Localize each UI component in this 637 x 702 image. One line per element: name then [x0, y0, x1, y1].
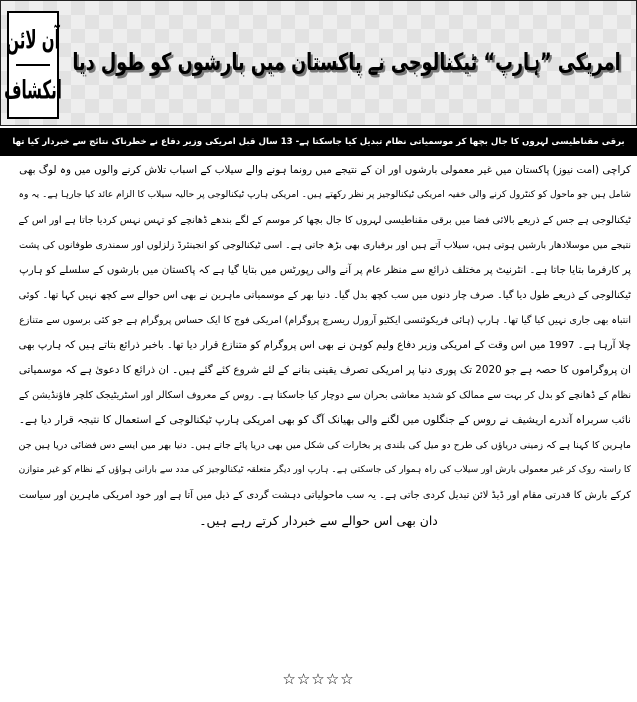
article-line: پر کارفرما بتایا جاتا ہے۔ انٹرنیٹ پر مختلف ذرائع سے منظر عام پر آنے والی رپورٹس میں بتایا گیا ہے کہ پاکستان میں بارشوں کے سلسلے کو ہارپ: [19, 265, 631, 276]
article-line: ماہرین کا کہنا ہے کہ زمینی دریاؤں کی طرح دو میل کی بلندی پر بخارات کی شکل میں بھی دریا پائے جاتے ہیں۔ دنیا بھر میں ایسے دس فضائی دریا ہیں جن: [18, 440, 631, 451]
article-line: انتباہ بھی جاری نہیں کیا گیا تھا۔ ہارپ (ہائی فریکوئنسی ایکٹیو آرورل ریسرچ پروگرام) امریکی فوج کا ایک حساس پروگرام ہے جو کئی برسوں سے متنازع: [19, 315, 631, 326]
end-of-article-stars: ☆☆☆☆☆: [282, 670, 355, 688]
online-disclosure-badge: [4, 11, 62, 119]
article-line: شامل ہیں جو ماحول کو کنٹرول کرنے والی خفیہ امریکی ٹیکنالوجیز پر نظر رکھتے ہیں۔ امریکی ہارپ ٹیکنالوجی پر حالیہ سیلاب کا الزام عائد کیا جارہا ہے۔ یہ وہ: [18, 190, 631, 200]
article-line: ان پروگراموں کا حصہ ہے جو 2020 تک پوری دنیا پر امریکی تصرف یقینی بنانے کے لئے شروع کئے گئے ہیں۔ ان ذرائع کا دعویٰ ہے کہ موسمیاتی: [18, 364, 631, 376]
article-body: [6, 158, 631, 533]
article-line: نتیجے میں موسلادھار بارشیں ہوتی ہیں، سیلاب آتے ہیں اور برفباری بھی بڑھ جاتی ہے۔ اسی ٹیکنالوجی کو انجینئرڈ زلزلوں اور سمندری طوفانوں کی پشت: [18, 240, 631, 251]
article-line: چلا آرہا ہے۔ 1997 میں اس وقت کے امریکی وزیر دفاع ولیم کوہن نے بھی اس پروگرام کو متنازع قرار دیا تھا۔ باخبر ذرائع بتاتے ہیں کہ ہارپ بھی: [18, 340, 631, 351]
article-line: نظام کے ڈھانچے کو بدل کر بہت سے ممالک کو شدید معاشی بحران سے دوچار کیا جاسکتا ہے۔ روس کے معروف اسکالر اور اسٹریٹیجک کلچر فاؤنڈیشن کے: [18, 390, 631, 401]
article-line: ٹیکنالوجی کے ذریعے طول دیا گیا۔ صرف چار دنوں میں سب کچھ بدل گیا۔ دنیا بھر کے موسمیاتی ماہرین نے بھی اس حوالے سے کچھ نہیں کہا تھا۔ کوئی: [18, 290, 631, 301]
headline-banner: [0, 0, 637, 126]
article-line: کا راستہ روک کر غیر معمولی بارش اور سیلاب کی راہ ہموار کی جاسکتی ہے۔ ہارپ اور دیگر متعلقہ ٹیکنالوجیز کی مدد سے بارانی ہواؤں کے نظام کو غیر متوازن: [18, 465, 631, 475]
badge-top-text: آن لائن: [6, 24, 60, 56]
article-line: کرکے بارش کا قدرتی مقام اور ڈیڈ لائن تبدیل کردی جاتی ہے۔ یہ سب ماحولیاتی دہشت گردی کے ذیل میں آتا ہے اور خود امریکی ماہرین اور سیاست: [18, 490, 631, 501]
badge-divider: [16, 64, 50, 66]
article-line: دان بھی اس حوالے سے خبردار کرتے رہے ہیں۔: [199, 513, 438, 528]
article-line: ٹیکنالوجی ہے جس کے ذریعے بالائی فضا میں برقی مقناطیسی لہروں کا جال بچھا کر موسم کے لگے بندھے ڈھانچے کو تہس نہس کردیا جاتا ہے اور اس کے: [18, 215, 631, 226]
article-line: نائب سربراہ آندرے اریشیف نے روس کے جنگلوں میں لگنے والی بھیانک آگ کو بھی امریکی ہارپ ٹیکنالوجی کے استعمال کا نتیجہ قرار دیا ہے۔: [18, 414, 631, 426]
badge-bottom-text: انکشاف: [4, 74, 62, 106]
article-line: کراچی (امت نیوز) پاکستان میں غیر معمولی بارشوں اور ان کے نتیجے میں رونما ہونے والے سیلاب کے اسباب تلاش کرنے والوں میں وہ لوگ بھی: [19, 164, 631, 176]
headline-title: امریکی ”ہارپ“ ٹیکنالوجی نے پاکستان میں بارشوں کو طول دیا: [72, 49, 621, 77]
subheadline: برقی مقناطیسی لہروں کا جال بچھا کر موسمیاتی نظام تبدیل کیا جاسکتا ہے- 13 سال قبل امریکی وزیر دفاع نے خطرناک نتائج سے خبردار کیا تھا: [0, 128, 637, 156]
